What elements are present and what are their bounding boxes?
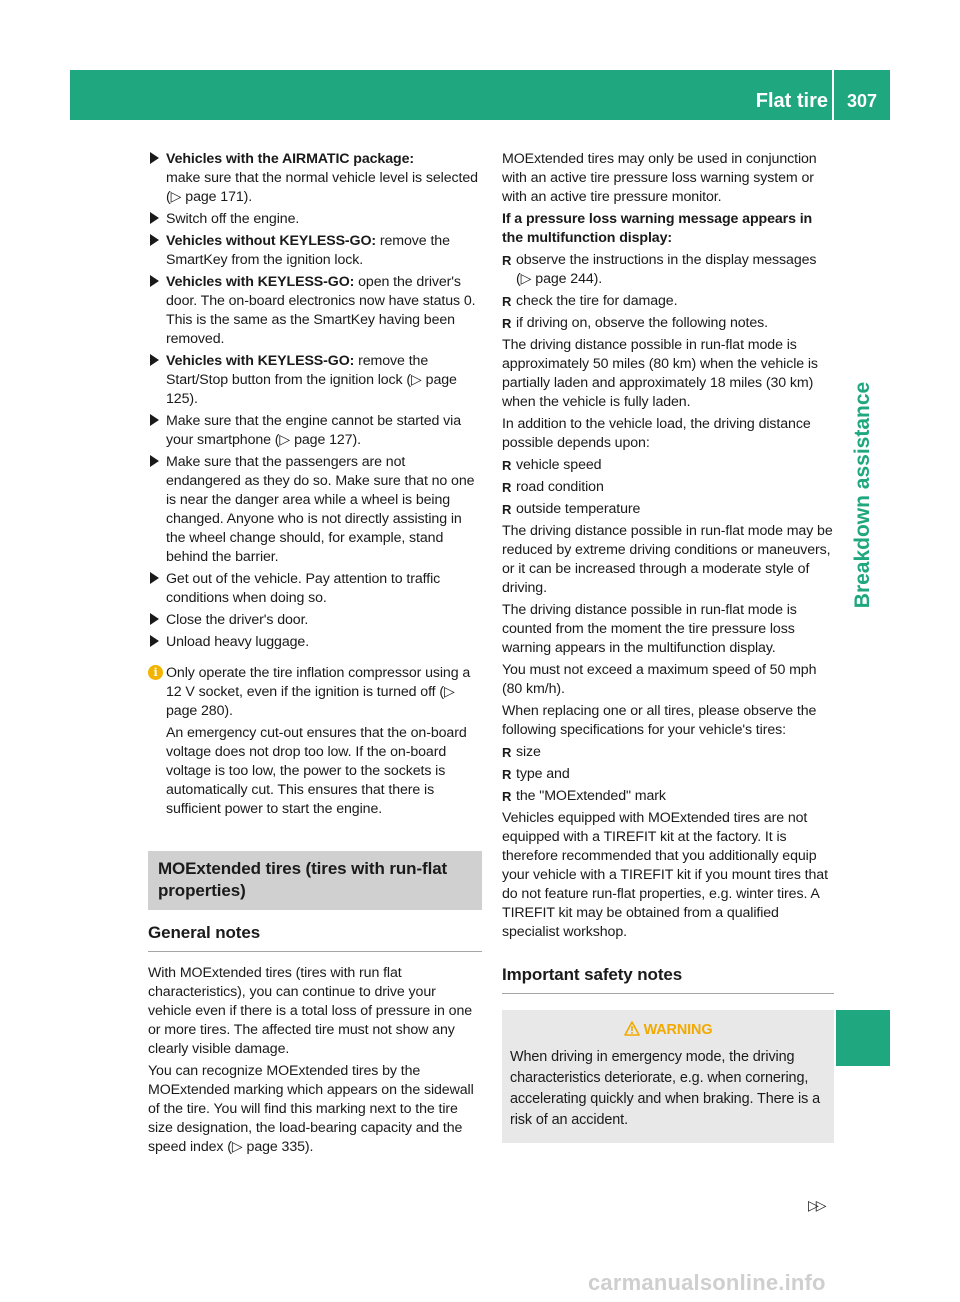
step-get-out bbox=[148, 570, 482, 608]
right-column bbox=[502, 150, 834, 1143]
step-arrow-icon bbox=[150, 152, 159, 164]
step-text: remove the SmartKey from the ignition lock. bbox=[166, 233, 450, 268]
step-text: Make sure that the engine cannot be started via your smartphone (▷ page 127). bbox=[166, 413, 462, 448]
general-notes-paragraph: You can recognize MOExtended tires by the MOExtended marking which appears on the sidewall of the tire. You will find this marking next to the tire size designation, the load-bearing capacity and the speed index (▷ page 335). bbox=[148, 1063, 474, 1155]
step-bold-label: Vehicles with KEYLESS-GO: bbox=[166, 274, 355, 290]
step-smartphone bbox=[148, 412, 482, 450]
step-without-keyless bbox=[148, 232, 482, 270]
step-arrow-icon bbox=[150, 354, 159, 366]
list-item: R size bbox=[502, 744, 541, 760]
step-text: Close the driver's door. bbox=[166, 612, 309, 628]
step-arrow-icon bbox=[150, 635, 159, 647]
tirefit-paragraph: Vehicles equipped with MOExtended tires are not equipped with a TIREFIT kit at the factory. It is therefore recommended that you additionally equip your vehicle with a TIREFIT kit if you mount tires that do not feature run-flat properties, e.g. winter tires. A TIREFIT kit may be obtained from a qualified specialist workshop. bbox=[502, 810, 828, 940]
warning-text: When driving in emergency mode, the driving characteristics deteriorate, e.g. when cornering, accelerating quickly and when braking. There is a risk of an accident. bbox=[510, 1049, 821, 1128]
depends-paragraph: In addition to the vehicle load, the driving distance possible depends upon: bbox=[502, 416, 811, 451]
list-item-text: check the tire for damage. bbox=[516, 293, 678, 309]
info-paragraph: Only operate the tire inflation compressor using a 12 V socket, even if the ignition is turned off (▷ page 280). bbox=[166, 665, 471, 719]
list-item-text: outside temperature bbox=[516, 501, 641, 517]
info-icon: i bbox=[148, 665, 163, 680]
list-item: R the "MOExtended" mark bbox=[502, 788, 666, 804]
warning-box bbox=[502, 1010, 834, 1143]
list-item-text: observe the instructions in the display messages (▷ page 244). bbox=[516, 252, 817, 287]
warning-label: WARNING bbox=[643, 1022, 713, 1038]
step-bold-label: Vehicles without KEYLESS-GO: bbox=[166, 233, 377, 249]
step-bold-label: Vehicles with the AIRMATIC package: bbox=[166, 151, 414, 167]
list-item-text: size bbox=[516, 744, 541, 760]
warning-header bbox=[510, 1020, 826, 1041]
general-notes-heading: General notes bbox=[148, 922, 482, 952]
step-airmatic bbox=[148, 150, 482, 207]
step-switch-off bbox=[148, 210, 482, 229]
step-keyless-startstop bbox=[148, 352, 482, 409]
step-unload bbox=[148, 633, 482, 652]
step-arrow-icon bbox=[150, 414, 159, 426]
list-item: R outside temperature bbox=[502, 501, 641, 517]
info-note bbox=[148, 664, 482, 819]
list-item-text: type and bbox=[516, 766, 570, 782]
warning-message-heading: If a pressure loss warning message appears in the multifunction display: bbox=[502, 211, 813, 246]
header-divider bbox=[832, 70, 834, 120]
step-arrow-icon bbox=[150, 572, 159, 584]
side-tab-label: Breakdown assistance bbox=[851, 381, 874, 609]
step-keyless-door bbox=[148, 273, 482, 349]
chapter-title: Flat tire bbox=[755, 90, 828, 112]
step-text: Get out of the vehicle. Pay attention to traffic conditions when doing so. bbox=[166, 571, 441, 606]
reduced-paragraph: The driving distance possible in run-flat mode may be reduced by extreme driving conditions or maneuvers, or it can be increased through a moderate style of driving. bbox=[502, 523, 833, 596]
left-column bbox=[148, 150, 482, 1160]
step-text: Unload heavy luggage. bbox=[166, 634, 310, 650]
step-text: Switch off the engine. bbox=[166, 211, 300, 227]
step-arrow-icon bbox=[150, 275, 159, 287]
moextended-section-heading: MOExtended tires (tires with run-flat properties) bbox=[148, 851, 482, 910]
list-item: R type and bbox=[502, 766, 570, 782]
list-item: R road condition bbox=[502, 479, 604, 495]
list-item-text: if driving on, observe the following notes. bbox=[516, 315, 769, 331]
step-arrow-icon bbox=[150, 613, 159, 625]
step-passengers bbox=[148, 453, 482, 567]
step-text: Make sure that the passengers are not endangered as they do so. Make sure that no one is near the danger area while a wheel is being changed. Anyone who is not directly assisting in the wheel change should, for example, stand behind the barrier. bbox=[166, 454, 475, 565]
continue-arrows-icon: ▷▷ bbox=[808, 1197, 824, 1213]
side-chapter-tab bbox=[836, 120, 890, 780]
step-arrow-icon bbox=[150, 234, 159, 246]
warning-triangle-icon bbox=[624, 1021, 640, 1036]
info-paragraph: An emergency cut-out ensures that the on-board voltage does not drop too low. If the on-board voltage is too low, the power to the sockets is automatically cut. This ensures that there is sufficient power to start the engine. bbox=[166, 725, 467, 817]
list-item: R vehicle speed bbox=[502, 457, 602, 473]
general-notes-paragraph: With MOExtended tires (tires with run flat characteristics), you can continue to drive your vehicle even if there is a total loss of pressure in one or more tires. The affected tire must not show any clearly visible damage. bbox=[148, 965, 473, 1057]
safety-notes-heading: Important safety notes bbox=[502, 964, 834, 994]
watermark: carmanualsonline.info bbox=[588, 1270, 826, 1295]
speed-paragraph: You must not exceed a maximum speed of 50 mph (80 km/h). bbox=[502, 662, 817, 697]
counted-paragraph: The driving distance possible in run-flat mode is counted from the moment the tire pressure loss warning appears in the multifunction display. bbox=[502, 602, 797, 656]
list-item: R if driving on, observe the following notes. bbox=[502, 315, 769, 331]
list-item-text: vehicle speed bbox=[516, 457, 602, 473]
step-arrow-icon bbox=[150, 212, 159, 224]
replacing-paragraph: When replacing one or all tires, please observe the following specifications for your vehicle's tires: bbox=[502, 703, 817, 738]
distance-paragraph: The driving distance possible in run-flat mode is approximately 50 miles (80 km) when the vehicle is partially laden and approximately 18 miles (30 km) when the vehicle is fully laden. bbox=[502, 337, 818, 410]
list-item-text: the "MOExtended" mark bbox=[516, 788, 666, 804]
step-text: remove the Start/Stop button from the ignition lock (▷ page 125). bbox=[166, 353, 457, 407]
list-item: R observe the instructions in the display messages (▷ page 244). bbox=[502, 252, 817, 287]
step-arrow-icon bbox=[150, 455, 159, 467]
side-tab-marker bbox=[836, 1010, 890, 1066]
list-item-text: road condition bbox=[516, 479, 604, 495]
intro-paragraph: MOExtended tires may only be used in conjunction with an active tire pressure loss warning system or with an active tire pressure monitor. bbox=[502, 151, 817, 205]
step-text: make sure that the normal vehicle level is selected (▷ page 171). bbox=[166, 170, 478, 205]
page-number: 307 bbox=[846, 91, 878, 111]
step-bold-label: Vehicles with KEYLESS-GO: bbox=[166, 353, 355, 369]
step-text: open the driver's door. The on-board electronics now have status 0. This is the same as the SmartKey having been removed. bbox=[166, 274, 476, 347]
step-close-door bbox=[148, 611, 482, 630]
page-header bbox=[70, 70, 890, 120]
list-item: R check the tire for damage. bbox=[502, 293, 678, 309]
